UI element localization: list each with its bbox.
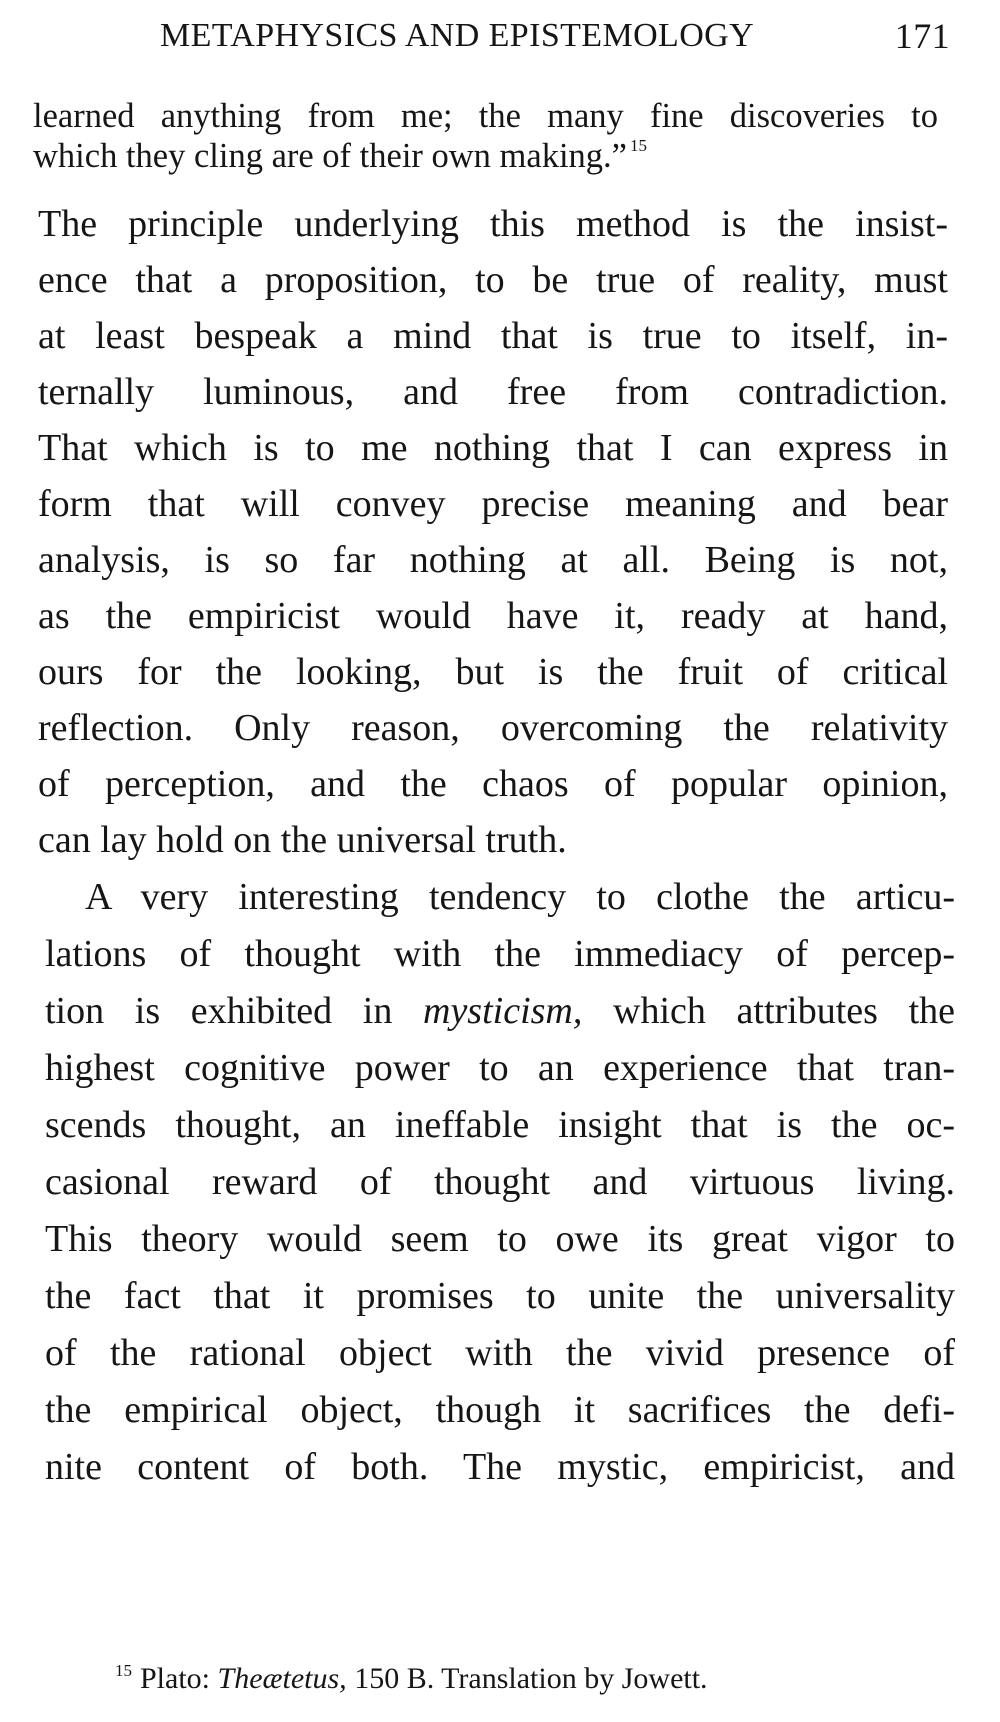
paragraph-line: tion is exhibited in mysticism, which attributes the (45, 990, 955, 1032)
paragraph-line: the fact that it promises to unite the universality (45, 1275, 955, 1317)
paragraph-line: form that will convey precise meaning and bear (38, 483, 948, 525)
paragraph-line: ours for the looking, but is the fruit of critical (38, 651, 948, 693)
running-head (160, 10, 960, 62)
paragraph-line: lations of thought with the immediacy of percep- (45, 933, 955, 975)
paragraph-line: of the rational object with the vivid presence of (45, 1332, 955, 1374)
paragraph-line: reflection. Only reason, overcoming the relativity (38, 707, 948, 749)
paragraph-line: analysis, is so far nothing at all. Being is not, (38, 539, 948, 581)
paragraph-line: A very interesting tendency to clothe the articu- (85, 876, 955, 918)
paragraph-line: as the empiricist would have it, ready at hand, (38, 595, 948, 637)
quote-line: learned anything from me; the many fine discoveries to (33, 97, 938, 135)
footnote-work-title: Theætetus, (217, 1662, 347, 1695)
paragraph-line: of perception, and the chaos of popular opinion, (38, 763, 948, 805)
paragraph-line: nite content of both. The mystic, empiricist, and (45, 1446, 955, 1488)
footnote-author: Plato: (140, 1662, 211, 1695)
paragraph-line: The principle underlying this method is the insist- (38, 203, 948, 245)
footnote-citation: 150 B. Translation by Jowett. (354, 1662, 708, 1695)
paragraph-line: can lay hold on the universal truth. (38, 819, 567, 861)
footnote-mark: 15 (115, 1661, 132, 1680)
page-number: 171 (894, 16, 950, 56)
paragraph-line: ence that a proposition, to be true of reality, must (38, 259, 948, 301)
paragraph-line: at least bespeak a mind that is true to itself, in- (38, 315, 948, 357)
running-title: METAPHYSICS AND EPISTEMOLOGY (160, 17, 755, 54)
paragraph-line: casional reward of thought and virtuous living. (45, 1161, 955, 1203)
paragraph-line: ternally luminous, and free from contradiction. (38, 371, 948, 413)
footnote (115, 1655, 935, 1703)
italic-term: mysticism, (423, 990, 583, 1032)
paragraph-line: highest cognitive power to an experience that tran- (45, 1047, 955, 1089)
footnote-reference: 15 (629, 136, 647, 155)
paragraph-line: That which is to me nothing that I can express in (38, 427, 948, 469)
paragraph-line: This theory would seem to owe its great vigor to (45, 1218, 955, 1260)
paragraph-line: scends thought, an ineffable insight that is the oc- (45, 1104, 955, 1146)
paragraph-line: the empirical object, though it sacrifices the defi- (45, 1389, 955, 1431)
quote-line: which they cling are of their own making.” $^{15}$ (33, 136, 647, 175)
